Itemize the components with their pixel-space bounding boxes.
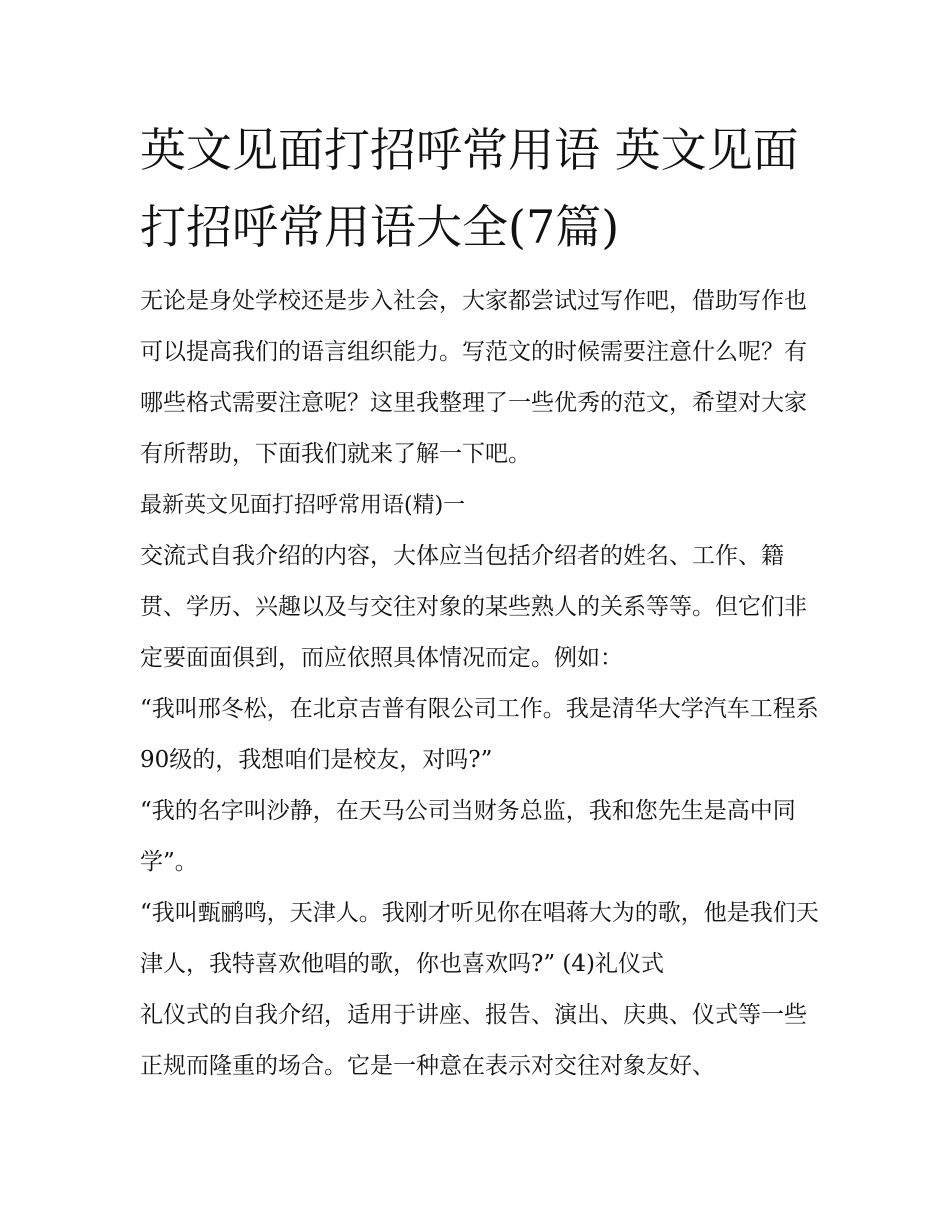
document-body — [140, 276, 820, 1092]
quote-paragraph: “我叫邢冬松，在北京吉普有限公司工作。我是清华大学汽车工程系90级的，我想咱们是校友，对吗?” — [140, 696, 819, 773]
intro-paragraph: 无论是身处学校还是步入社会，大家都尝试过写作吧，借助写作也可以提高我们的语言组织能力。写范文的时候需要注意什么呢？有哪些格式需要注意呢？这里我整理了一些优秀的范文，希望对大家有所帮助，下面我们就来了解一下吧。 — [140, 288, 807, 467]
body-paragraph: 交流式自我介绍的内容，大体应当包括介绍者的姓名、工作、籍贯、学历、兴趣以及与交往对象的某些熟人的关系等等。但它们非定要面面俱到，而应依照具体情况而定。例如： — [140, 543, 807, 671]
quote-paragraph: “我的名字叫沙静，在天马公司当财务总监，我和您先生是高中同学”。 — [140, 798, 796, 875]
section-heading: 最新英文见面打招呼常用语(精)一 — [140, 493, 466, 518]
document-title: 英文见面打招呼常用语 英文见面打招呼常用语大全(7篇) — [140, 123, 799, 254]
quote-paragraph: “我叫甄鹂鸣，天津人。我刚才听见你在唱蒋大为的歌，他是我们天津人，我特喜欢他唱的歌，你也喜欢吗?” (4)礼仪式 — [140, 900, 819, 977]
body-paragraph: 礼仪式的自我介绍，适用于讲座、报告、演出、庆典、仪式等一些正规而隆重的场合。它是一种意在表示对交往对象友好、 — [140, 1002, 807, 1079]
